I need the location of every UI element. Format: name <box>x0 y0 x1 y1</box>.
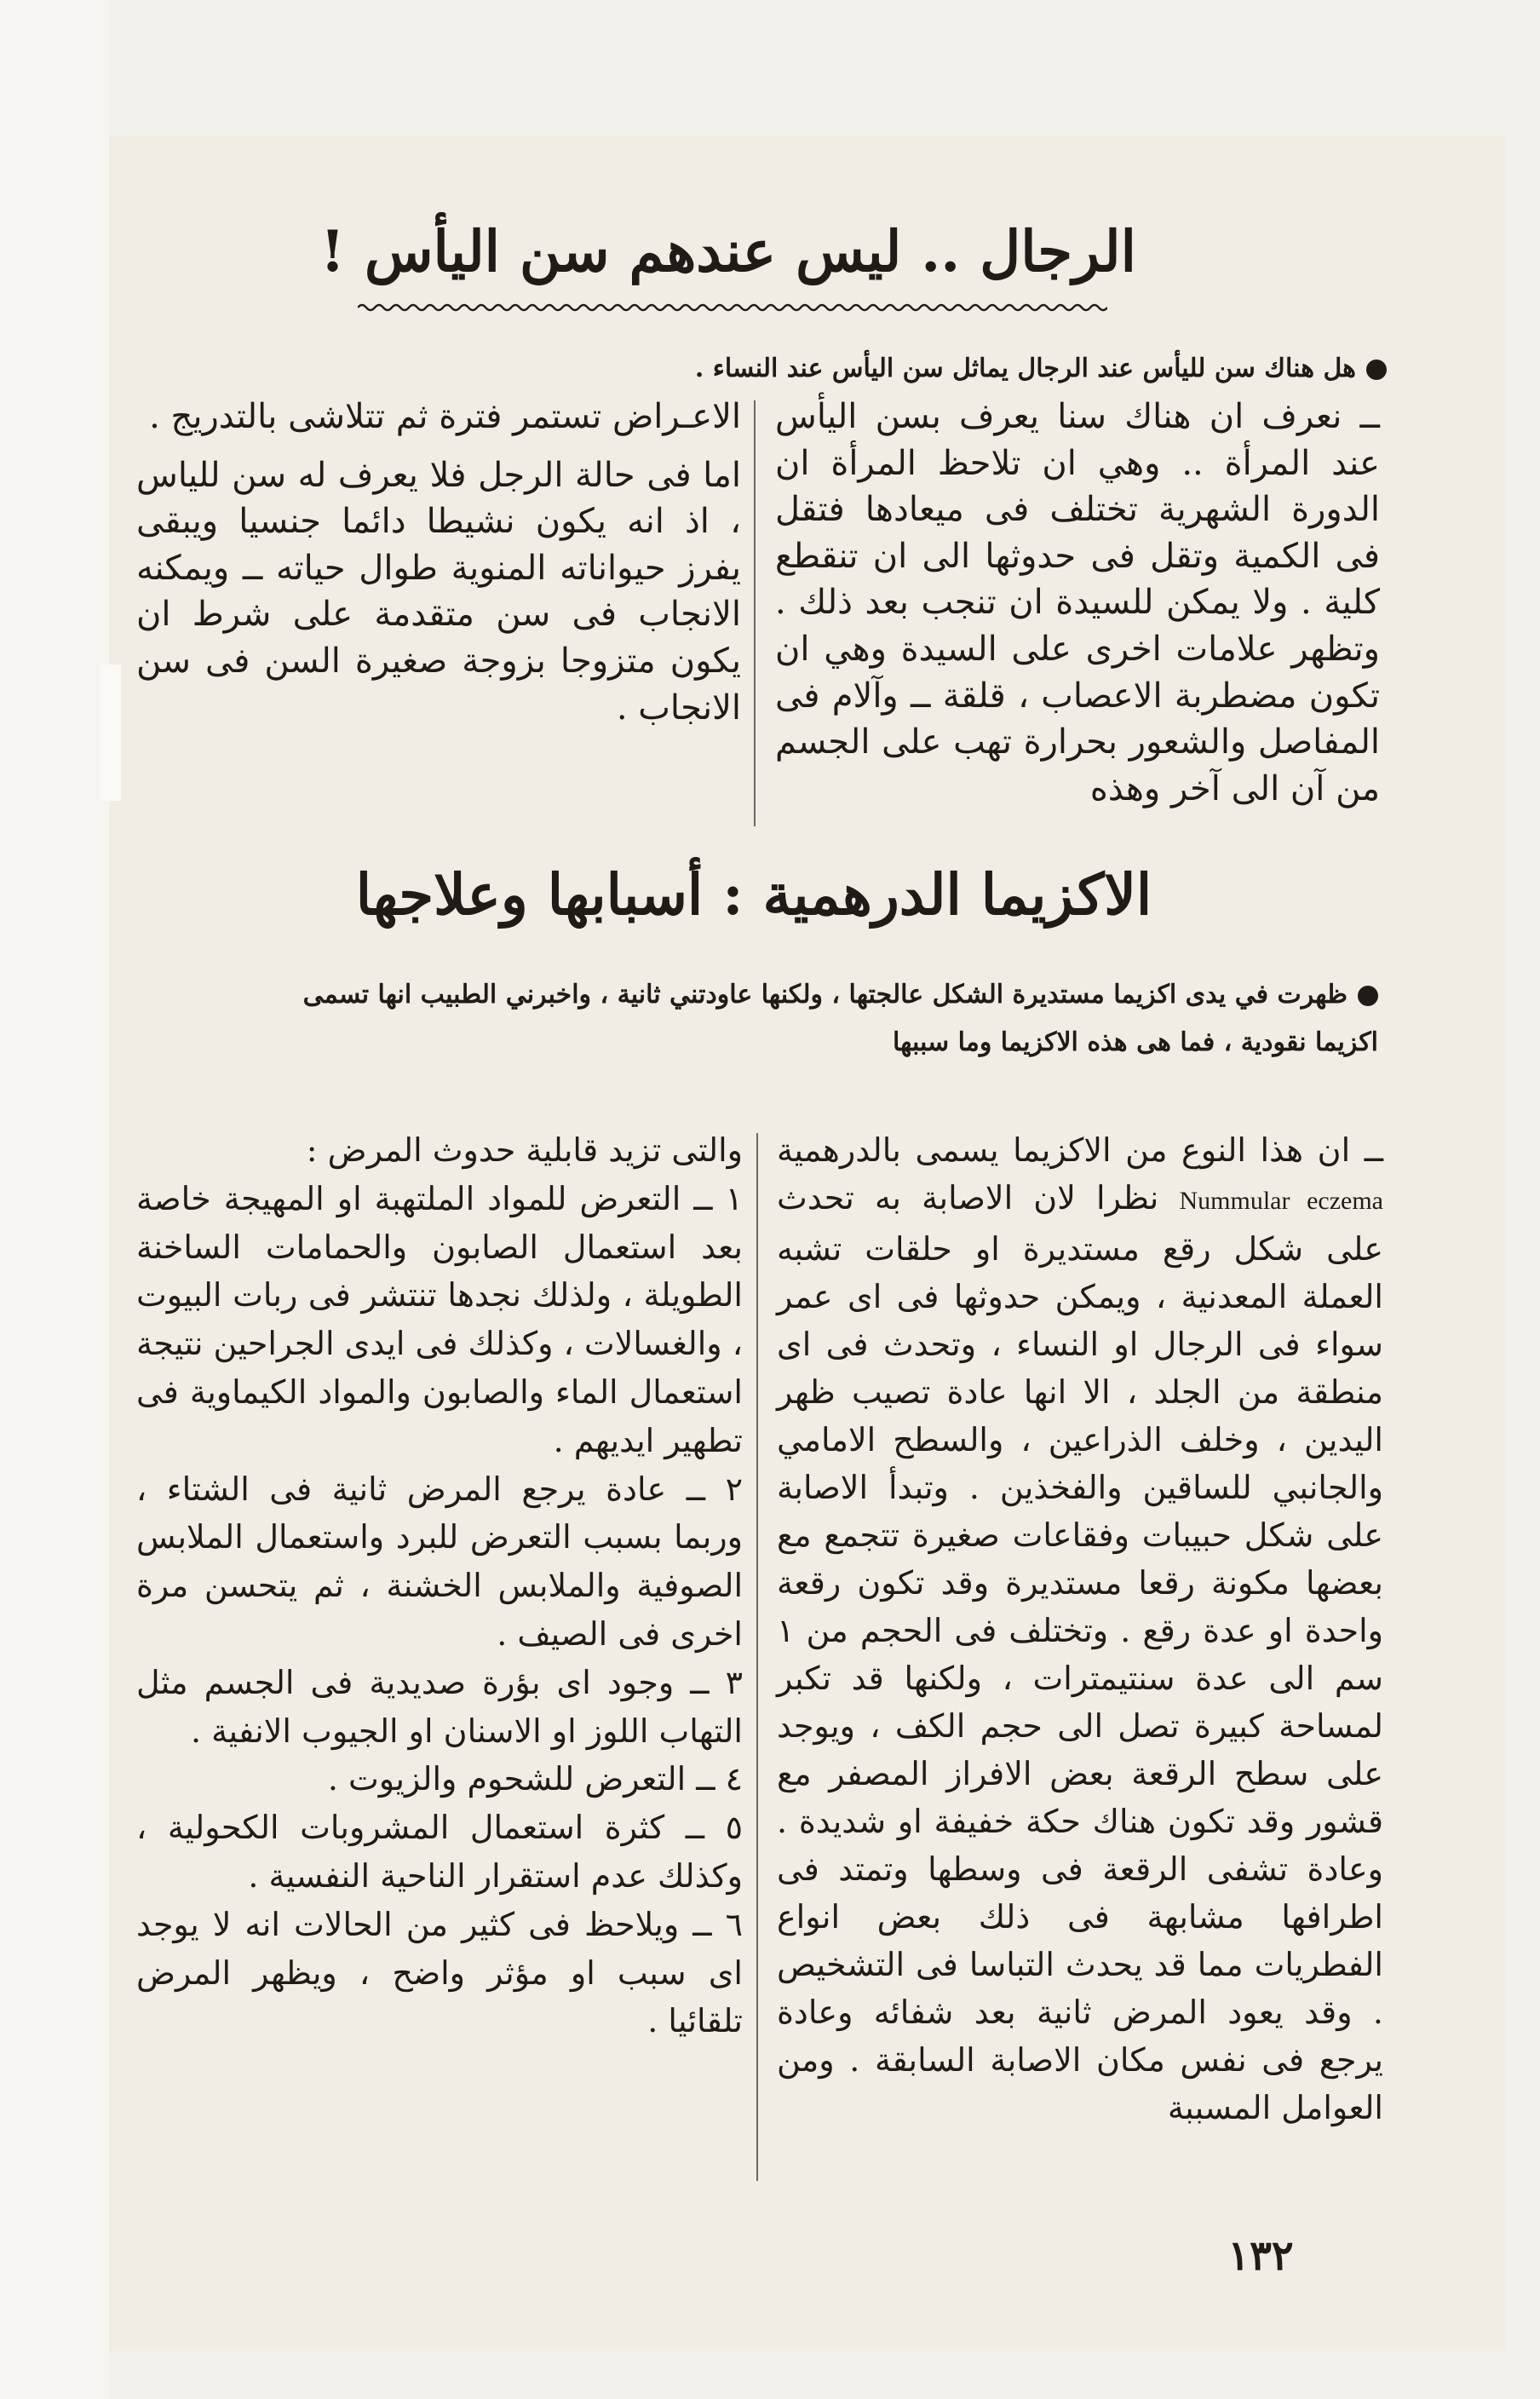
article2-question <box>271 971 1378 1067</box>
article2-body-text: نظرا لان الاصابة به تحدث على شكل رقع مستديرة او حلقات تشبه العملة المعدنية ، ويمكن حدوثها فى اى عمر سواء فى الرجال او النساء ، وتحدث فى اى منطقة من الجلد ، الا انها عادة تصيب ظهر اليدين ، وخلف الذراعين ، والسطح الامامي والجانبي للساقين والفخذين . وتبدأ الاصابة على شكل حبيبات وفقاعات صغيرة تتجمع مع بعضها مكونة رقعا مستديرة وقد تكون رقعة واحدة او عدة رقع . وتختلف فى الحجم من ١ سم الى عدة سنتيمترات ، ولكنها قد تكبر لمساحة كبيرة تصل الى حجم الكف ، ويوجد على سطح الرقعة بعض الافراز المصفر مع قشور وقد تكون هناك حكة خفيفة او شديدة . وعادة تشفى الرقعة فى وسطها وتمتد فى اطرافها مشابهة فى ذلك بعض انواع الفطريات مما قد يحدث التباسا فى التشخيص . وقد يعود المرض ثانية بعد شفائه وعادة يرجع فى نفس مكان الاصابة السابقة . ومن العوامل المسببة <box>777 1179 1383 2126</box>
column-divider <box>754 400 756 826</box>
article2-paragraph: ٤ ــ التعرض للشحوم والزيوت . <box>327 1760 743 1798</box>
article1-paragraph: اما فى حالة الرجل فلا يعرف له سن للياس ، اذ انه يكون نشيطا دائما جنسيا ويبقى يفرز حيواناته المنوية طوال حياته ــ ويمكنه الانجاب فى سن متقدمة على شرط ان يكون متزوجا بزوجة صغيرة السن فى سن الانجاب . <box>136 455 741 728</box>
bullet-icon <box>1366 360 1387 380</box>
article2-paragraph: ٣ ــ وجود اى بؤرة صديدية فى الجسم مثل التهاب اللوز او الاسنان او الجيوب الانفية . <box>136 1663 743 1750</box>
article1-question-text: هل هناك سن لليأس عند الرجال يماثل سن اليأس عند النساء . <box>694 354 1356 383</box>
article2-column-left <box>136 1126 743 2045</box>
article2-paragraph: والتى تزيد قابلية حدوث المرض : <box>306 1131 743 1169</box>
latin-term: Nummular eczema <box>1179 1187 1383 1215</box>
article2-paragraph <box>777 1126 1383 2131</box>
article1-column-left <box>136 394 741 731</box>
article2-column-right <box>777 1126 1383 2131</box>
title-underline-wave <box>358 302 1107 314</box>
article2-paragraph: ١ ــ التعرض للمواد الملتهبة او المهيجة خاصة بعد استعمال الصابون والحمامات الساخنة الطويلة ، ولذلك نجدها تنتشر فى ربات البيوت ، والغسالات ، وكذلك فى ايدى الجراحين نتيجة استعمال الماء والصابون والمواد الكيماوية فى تطهير ايديهم . <box>136 1179 743 1459</box>
article1-paragraph: ــ نعرف ان هناك سنا يعرف بسن اليأس عند المرأة .. وهي ان تلاحظ المرأة ان الدورة الشهرية تختلف فى ميعادها فتقل فى الكمية وتقل فى حدوثها الى ان تنقطع كلية . ولا يمكن للسيدة ان تنجب بعد ذلك . وتظهر علامات اخرى على السيدة وهي ان تكون مضطربة الاعصاب ، قلقة ــ وآلام فى المفاصل والشعور بحرارة تهب على الجسم من آن الى آخر وهذه <box>775 397 1380 808</box>
column-divider <box>756 1133 758 2181</box>
article2-paragraph: ٢ ــ عادة يرجع المرض ثانية فى الشتاء ، وربما بسبب التعرض للبرد واستعمال الملابس الصوفية والملابس الخشنة ، ثم يتحسن مرة اخرى فى الصيف . <box>136 1470 743 1653</box>
article2-paragraph: ٥ ــ كثرة استعمال المشروبات الكحولية ، وكذلك عدم استقرار الناحية النفسية . <box>136 1809 743 1895</box>
article1-paragraph: الاعـراض تستمر فترة ثم تتلاشى بالتدريج . <box>149 397 741 436</box>
article2-paragraph: ٦ ــ ويلاحظ فى كثير من الحالات انه لا يوجد اى سبب او مؤثر واضح ، ويظهر المرض تلقائيا . <box>136 1905 743 2040</box>
bullet-icon <box>1358 986 1378 1006</box>
article1-title: الرجال .. ليس عندهم سن اليأس ! <box>320 218 1136 285</box>
page-fold-mark <box>101 664 121 801</box>
article1-question <box>695 349 1387 388</box>
article2-title: الاكزيما الدرهمية : أسبابها وعلاجها <box>355 861 1152 928</box>
scan-margin <box>0 0 109 2399</box>
article2-question-text: ظهرت في يدى اكزيما مستديرة الشكل عالجتها ، ولكنها عاودتني ثانية ، واخبرني الطبيب انها تسمى اكزيما نقودية ، فما هى هذه الاكزيما وما سببها <box>302 980 1378 1057</box>
article1-column-right <box>775 394 1380 812</box>
article2-intro-text: ــ ان هذا النوع من الاكزيما يسمى بالدرهمية <box>777 1131 1383 1169</box>
page-number: ١٣٢ <box>1227 2232 1294 2280</box>
